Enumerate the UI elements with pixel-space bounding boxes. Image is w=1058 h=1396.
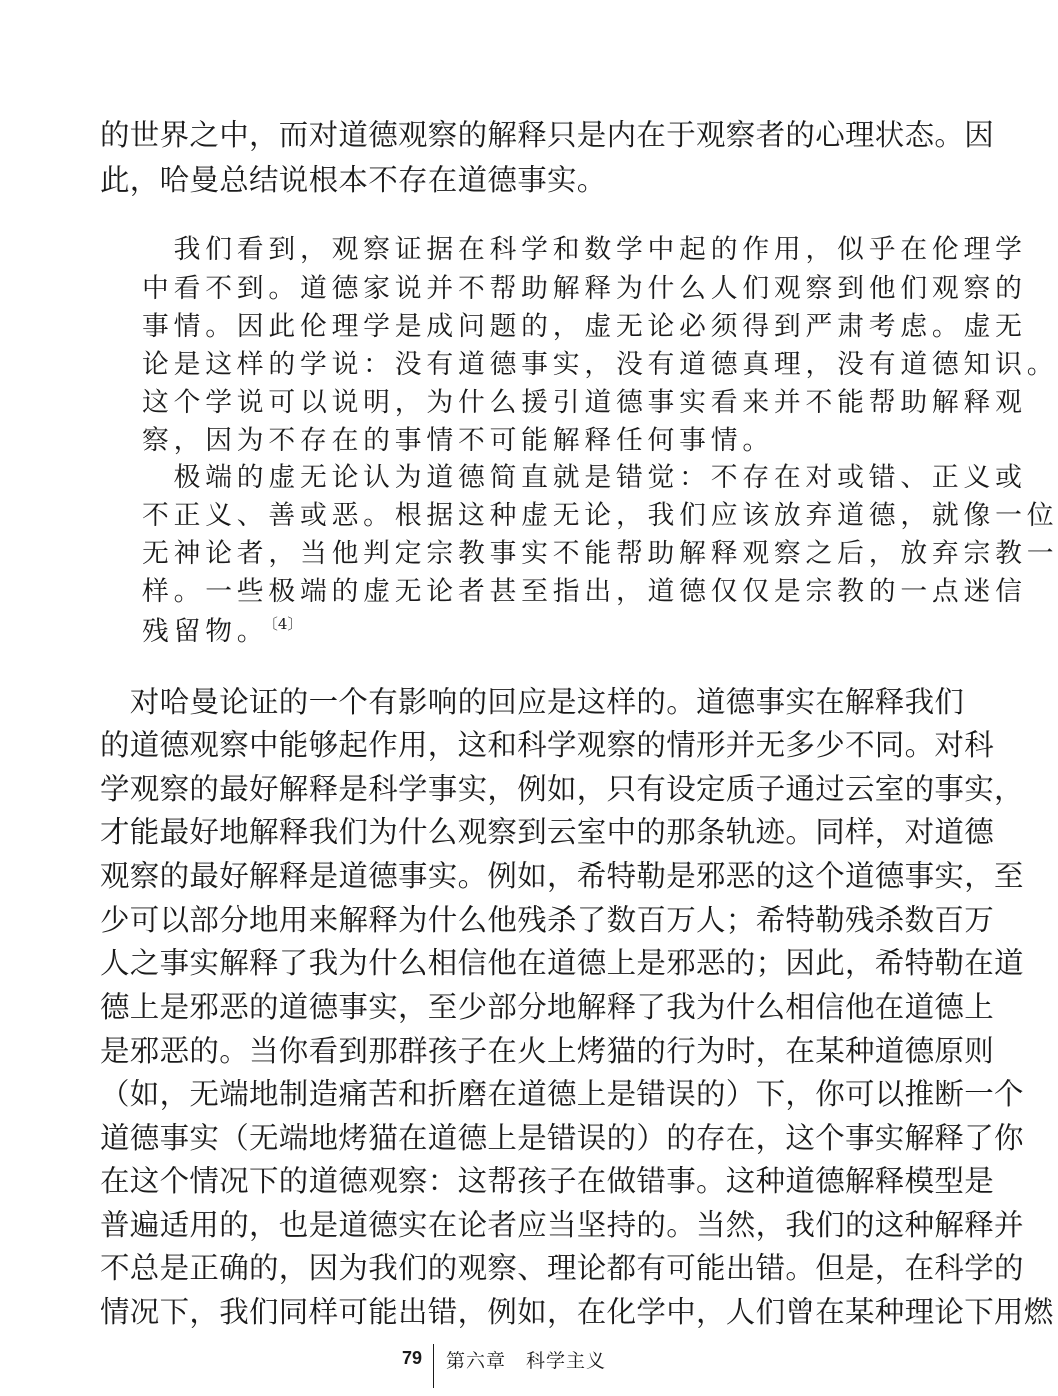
quote-line: 事情。因此伦理学是成问题的，虚无论必须得到严肃考虑。虚无 [142,311,1027,342]
quote-line: 极端的虚无论认为道德简直就是错觉：不存在对或错、正义或 [142,462,1027,493]
text-line: 情况下，我们同样可能出错，例如，在化学中，人们曾在某种理论下用燃 [100,1295,1054,1329]
text-line: 人之事实解释了我为什么相信他在道德上是邪恶的；因此，希特勒在道 [100,946,1024,980]
quote-line: 察，因为不存在的事情不可能解释任何事情。 [142,425,774,456]
quote-line: 论是这样的学说：没有道德事实，没有道德真理，没有道德知识。 [142,349,1058,380]
quote-line [142,617,302,646]
page-footer [0,1344,900,1388]
text-line: 学观察的最好解释是科学事实，例如，只有设定质子通过云室的事实， [100,772,1024,806]
quote-line: 这个学说可以说明，为什么援引道德事实看来并不能帮助解释观 [142,387,1027,418]
quote-line: 中看不到。道德家说并不帮助解释为什么人们观察到他们观察的 [142,273,1027,304]
quote-line: 无神论者，当他判定宗教事实不能帮助解释观察之后，放弃宗教一 [142,538,1058,569]
text-line: 少可以部分地用来解释为什么他残杀了数百万人；希特勒残杀数百万 [100,903,995,937]
chapter-label: 第六章 科学主义 [446,1350,607,1372]
text-line: （如，无端地制造痛苦和折磨在道德上是错误的）下，你可以推断一个 [100,1077,1024,1111]
quote-line: 不正义、善或恶。根据这种虚无论，我们应该放弃道德，就像一位 [142,500,1058,531]
footer-divider [433,1344,434,1388]
text-line: 的道德观察中能够起作用，这和科学观察的情形并无多少不同。对科 [100,728,995,762]
text-line: 对哈曼论证的一个有影响的回应是这样的。道德事实在解释我们 [100,685,965,719]
quote-line: 样。一些极端的虚无论者甚至指出，道德仅仅是宗教的一点迷信 [142,576,1027,607]
text-line: 才能最好地解释我们为什么观察到云室中的那条轨迹。同样，对道德 [100,815,995,849]
page-number: 79 [402,1348,423,1368]
text-line: 德上是邪恶的道德事实，至少部分地解释了我为什么相信他在道德上 [100,990,995,1024]
text-line: 是邪恶的。当你看到那群孩子在火上烤猫的行为时，在某种道德原则 [100,1034,995,1068]
quote-line-text: 残留物。 [142,616,269,647]
text-line: 观察的最好解释是道德事实。例如，希特勒是邪恶的这个道德事实，至 [100,859,1024,893]
text-line: 此，哈曼总结说根本不存在道德事实。 [100,163,607,197]
quote-line: 我们看到，观察证据在科学和数学中起的作用，似乎在伦理学 [142,234,1027,265]
text-line: 的世界之中，而对道德观察的解释只是内在于观察者的心理状态。因 [100,118,995,152]
text-line: 不总是正确的，因为我们的观察、理论都有可能出错。但是，在科学的 [100,1251,1024,1285]
text-line: 普遍适用的，也是道德实在论者应当坚持的。当然，我们的这种解释并 [100,1208,1024,1242]
text-line: 在这个情况下的道德观察：这帮孩子在做错事。这种道德解释模型是 [100,1164,995,1198]
text-line: 道德事实（无端地烤猫在道德上是错误的）的存在，这个事实解释了你 [100,1121,1024,1155]
footnote-marker: 〔4〕 [270,615,303,633]
